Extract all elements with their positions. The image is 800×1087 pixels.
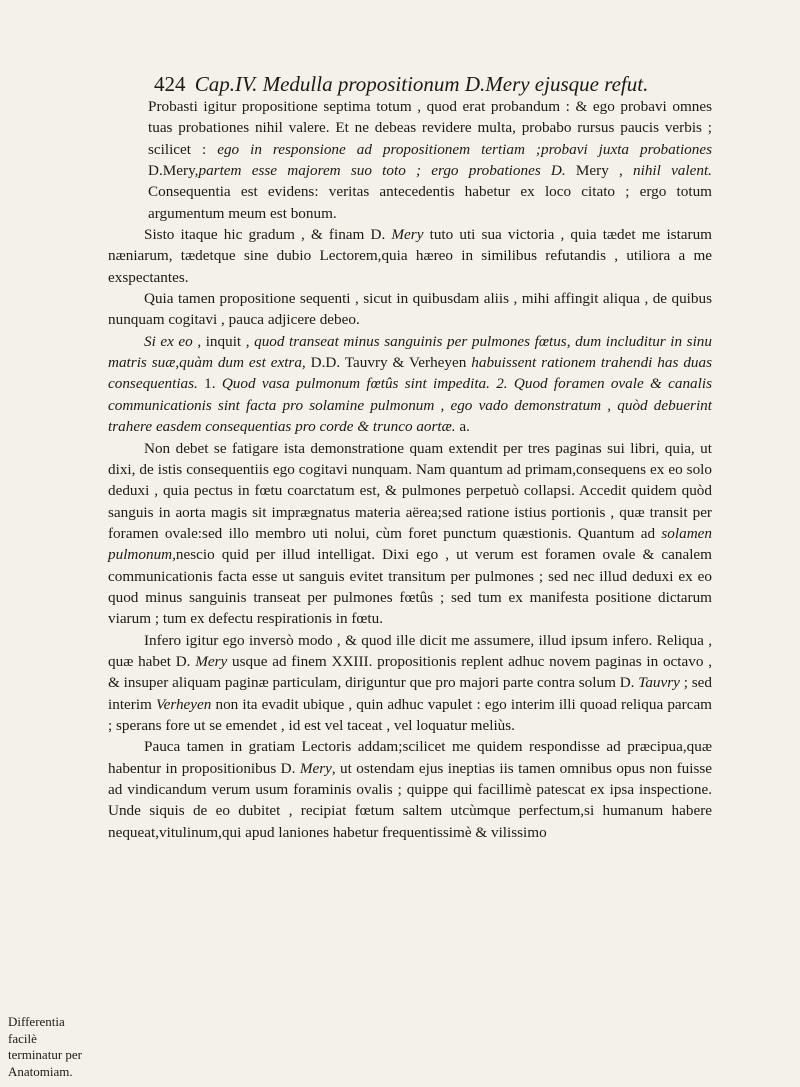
italic-run: ego in responsione ad propositionem tertiam ;probavi juxta probationes	[217, 140, 712, 158]
italic-run: nihil valent.	[633, 162, 712, 180]
italic-run: quod transeat minus sanguinis per pulmones fœtus, dum includitur in sinu matris suæ,quàm dum est extra,	[108, 332, 712, 372]
text-run: , inquit ,	[192, 332, 255, 350]
text-run: usque ad finem XXIII. propositionis replent adhuc novem paginas in octavo , & insuper aliquam paginæ particulam, diriguntur que pro majori parte contra solum D.	[108, 652, 712, 692]
text-run: Sisto itaque hic gradum , & finam D.	[144, 226, 392, 244]
page-number: 424	[154, 72, 186, 96]
italic-run: Mery	[299, 759, 332, 777]
italic-run: Mery	[195, 652, 228, 670]
paragraph	[108, 736, 712, 843]
text-run: Non debet se fatigare ista demonstratione quam extendit per tres paginas sui libri, quia, ut dixi, de istis consequentiis ego cogitavi nunquam. Nam quantum ad primam,consequens ex eo solo deduxi , quia pectus in fœtu coarctatum est, & pulmones perpetuò collapsi. Accedit quidem quòd sanguis in aorta magis sit imprægnatus materia aërea;sed ratione istius portionis , quæ transit per foramen ovale:sed illo membro uti nolui, cùm foret punctum quæstionis. Quantum ad	[108, 439, 712, 542]
text-run: Pauca tamen in gratiam Lectoris addam;scilicet me quidem respondisse ad præcipua,quæ habentur in propositionibus D.	[108, 738, 712, 777]
paragraph	[108, 630, 712, 737]
text-run: D.Mery,	[148, 162, 199, 180]
text-run: , ut ostendam ejus ineptias iis tamen omnibus opus non fuisse ad vindicandum verum usum foraminis ovalis ; quippe qui facillimè patescat ex ipsa inspectione. Unde siquis de eo dubitet , recipiat fœtum saltem utcùmque perfectum,si humanum habere nequeat,vitulinum,qui apud laniones habetur frequentissimè & vilissimo	[108, 759, 713, 841]
body-text	[108, 96, 712, 843]
text-run: 1.	[197, 375, 222, 393]
italic-run: solamen pulmonum,	[108, 524, 712, 564]
text-run: tuto uti sua victoria , quia tædet me istarum næniarum, tædetque sine dubio Lectorem,quia hæreo in similibus refutandis , utiliora a me exspectantes.	[108, 226, 713, 286]
italic-run: Si ex eo	[144, 332, 193, 350]
paragraph	[108, 288, 712, 331]
text-run: Infero igitur ego inversò modo , & quod ille dicit me assumere, illud ipsum infero. Reliqua , quæ habet D.	[108, 631, 712, 670]
text-run: Quia tamen propositione sequenti , sicut in quibusdam aliis , mihi affingit aliqua , de quibus nunquam cogitavi , pauca adjicere debeo.	[108, 290, 712, 329]
italic-run: Quod vasa pulmonum fœtûs sint impedita. 2. Quod foramen ovale & canalis communicationis sint facta pro solamine pulmonum , ego vado demonstratum , quòd debuerint trahere easdem consequentias pro corde & trunco aortæ.	[108, 375, 712, 436]
margin-note: Differentia facilè terminatur per Anatomiam.	[8, 1014, 82, 1079]
paragraph	[108, 224, 712, 288]
text-run: non ita evadit ubique , quin adhuc vapulet : ego interim illi quoad reliqua parcam ; sperans fore ut se emendet , id est vel taceat , vel loquatur meliùs.	[108, 695, 713, 734]
italic-run: Tauvry	[638, 674, 680, 692]
paragraph	[108, 438, 712, 630]
paragraph	[108, 96, 712, 224]
paragraph	[108, 331, 712, 438]
italic-run: Mery	[391, 226, 424, 244]
italic-run: Verheyen	[155, 695, 212, 713]
text-run: ; sed interim	[108, 674, 712, 713]
text-run: Consequentia est evidens: veritas antecedentis habetur ex loco citato ; ergo totum argumentum meum est bonum.	[148, 183, 712, 222]
italic-run: partem esse majorem suo toto ; ergo probationes D.	[198, 162, 566, 180]
text-run: D.D. Tauvry & Verheyen	[305, 354, 472, 372]
running-title: Cap.IV. Medulla propositionum D.Mery ejusque refut.	[194, 72, 649, 96]
running-header	[154, 72, 714, 97]
text-run: nescio quid per illud intelligat. Dixi ego , ut verum est foramen ovale & canalem communicationis facta esse ut sanguis evitet transitum per pulmones ; sed nec illud deduxi ex eo quod minus sanguinis transeat per pulmones fœtûs ; sed tum ex manifesta positione dictarum viarum ; tum ex defectu respirationis in fœtu.	[108, 546, 712, 628]
text-run: Probasti igitur propositione septima totum , quod erat probandum : & ego probavi omnes tuas probationes nihil valere. Et ne debeas revidere multa, probabo rursus paucis verbis ; scilicet :	[148, 98, 712, 158]
italic-run: habuissent rationem trahendi has duas consequentias.	[108, 354, 713, 393]
text-run: Mery ,	[565, 162, 634, 180]
text-run: a.	[455, 418, 470, 436]
